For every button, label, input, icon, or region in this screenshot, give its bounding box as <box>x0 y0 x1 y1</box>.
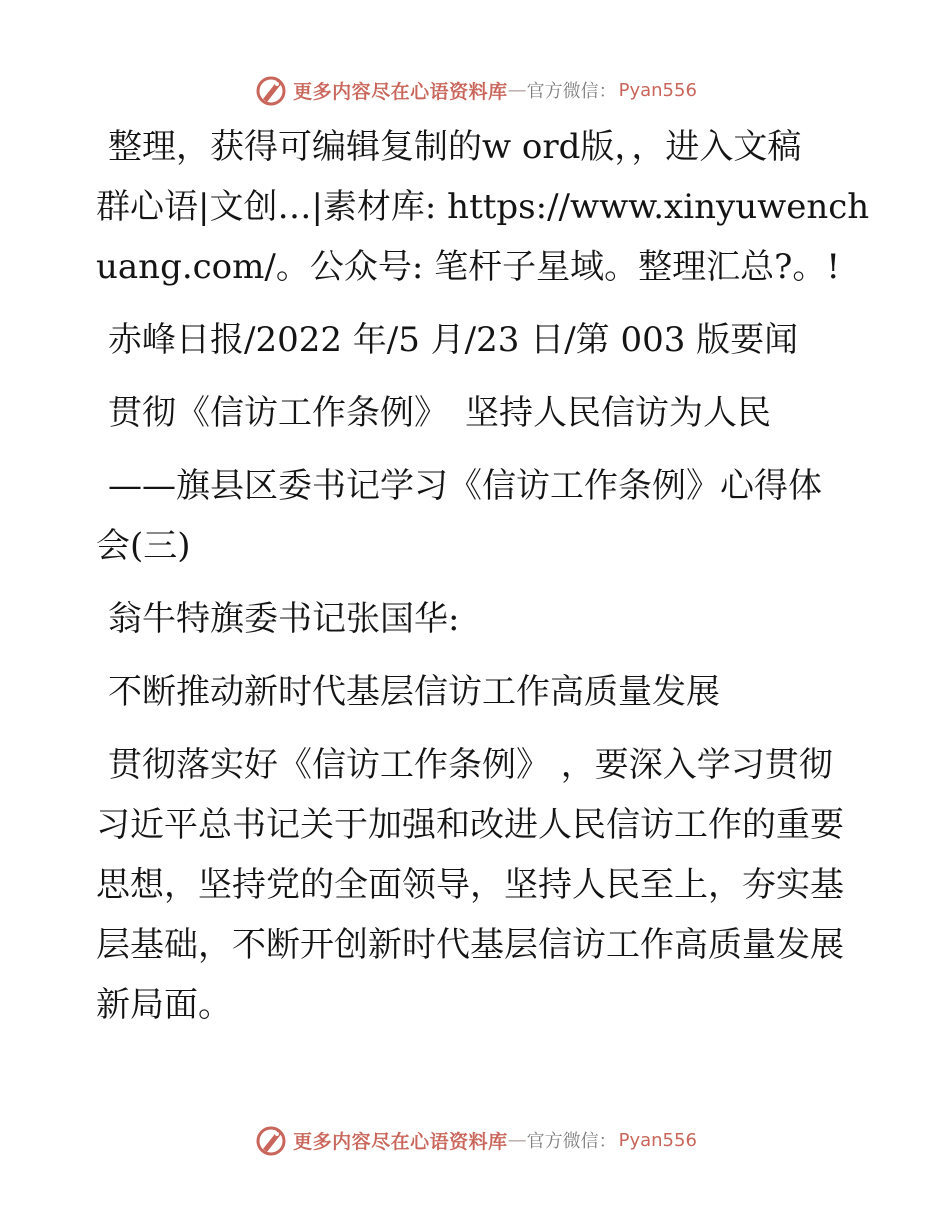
article-author: 翁牛特旗委书记张国华: <box>108 599 460 639</box>
intro-line: uang.com/。公众号: 笔杆子星域。整理汇总?。! <box>96 247 840 287</box>
header-banner <box>0 68 950 112</box>
article-subtitle <box>96 456 856 576</box>
intro-line: 群心语|文创…|素材库: https://www.xinyuwench <box>96 187 870 227</box>
banner-official-label: 官方微信： <box>526 1131 617 1152</box>
banner-main-text: 更多内容尽在心语资料库 <box>293 80 508 103</box>
intro-line: 整理，获得可编辑复制的w ord版，，进入文稿 <box>108 127 802 167</box>
banner-separator: — <box>507 1129 527 1151</box>
intro-paragraph <box>96 117 870 297</box>
footer-banner <box>0 1118 950 1162</box>
body-line: 新局面。 <box>96 985 232 1025</box>
section-heading: 不断推动新时代基层信访工作高质量发展 <box>108 672 720 712</box>
banner-separator: — <box>507 79 527 101</box>
body-line: 贯彻落实好《信访工作条例》 ，要深入学习贯彻 <box>108 745 833 785</box>
body-line: 习近平总书记关于加强和改进人民信访工作的重要 <box>96 805 844 845</box>
pen-nib-logo-icon <box>253 72 289 108</box>
article-title: 贯彻《信访工作条例》 坚持人民信访为人民 <box>108 393 771 433</box>
pen-nib-logo-icon <box>253 1122 289 1158</box>
subtitle-line: ——旗县区委书记学习《信访工作条例》心得体 <box>108 466 822 506</box>
document-body <box>96 117 870 1035</box>
body-paragraph <box>96 735 856 1035</box>
subtitle-line: 会(三) <box>96 526 191 566</box>
banner-main-text: 更多内容尽在心语资料库 <box>293 1130 508 1153</box>
body-line: 思想，坚持党的全面领导，坚持人民至上，夯实基 <box>96 865 844 905</box>
banner-wechat-id: Pyan556 <box>618 1129 697 1151</box>
source-line: 赤峰日报/2022 年/5 月/23 日/第 003 版要闻 <box>108 320 799 360</box>
banner-official-label: 官方微信： <box>526 81 617 102</box>
body-line: 层基础，不断开创新时代基层信访工作高质量发展 <box>96 925 844 965</box>
banner-wechat-id: Pyan556 <box>618 79 697 101</box>
